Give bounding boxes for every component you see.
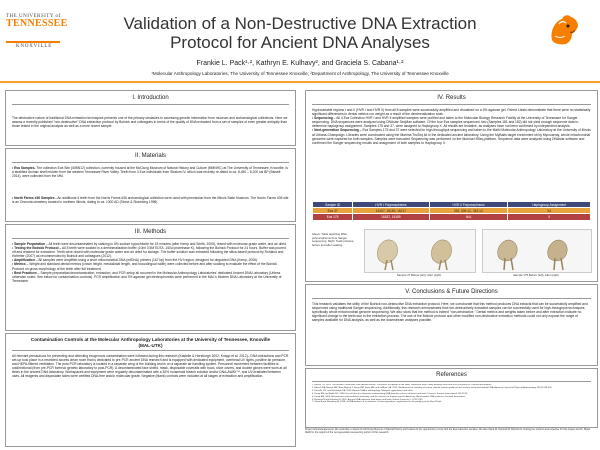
methods-metrics: • Metrics – Weight and standard dental metrics (crown height, mesiodistal length, and buccolingual width) were collected before and after soaking to evaluate the effect of the Bolnick Protocol on gross morphology of the teeth after full treatment. xyxy=(12,262,277,271)
materials-norris-text xyxy=(12,196,289,218)
methods-title: III. Methods xyxy=(134,229,167,235)
methods-sample-prep: • Sample Preparation – All teeth were decontaminated by soaking in 6% sodium hypochlorite for 15 minutes (after Kemp and Smith, 2005), rinsed with molecular grade water, and air dried. xyxy=(12,242,287,246)
results-text xyxy=(312,108,591,200)
conclusions-text: This research validates the utility of the Bolnick non-destructive DNA extraction protocol. Here, we corroborate that this method produces DNA extracts that can be successfully amplified and sequenced using traditional Sanger sequencing. Additionally, this research demonstrates that non-destructively extracted samples can be successfully used for high-throughput techniques, specifically whole mitochondrial genome sequencing. We also show that the method is indeed "non-destructive." Dental metrics and weights taken before and after extraction indicate no significant change in the teeth due to the extraction process. The use of the Bolnick protocol and other modified non-destructive extraction methods could not only expand the range of samples available for DNA analysis, as well as the downstream analyses possible. xyxy=(312,302,588,323)
reference-item: 5. Kemp BM. 2006. Mesoamerica and southwest prehistory, and the entrance of humans into the Americas: Mitochondrial DNA evidence. Doctoral dissertation. xyxy=(312,395,466,398)
introduction-title: I. Introduction xyxy=(132,95,169,101)
reference-item: 2. Bolnick DA, Bonine HM, Mata-Miguez J, Kemp BM, Snow MH, and LeBlanc SA. 2012. Nondestructive sampling of human skeletal remains yields ancient nuclear and mitochondrial DNA. American Journal of Physical Anthropology 147(2):293-300. xyxy=(312,386,553,389)
materials-norris-label: • North Farms #36 Samples - xyxy=(12,196,57,200)
results-intro-paragraph: Hypervariable regions I and II (HVR I and HVR II) from all 8 samples were successfully amplified and visualized on a 3% agarose gel. Paired t-tests demonstrate that there were no statistically significant differences in dental metrics nor weight as a result of the demineralization soak. xyxy=(312,108,591,117)
table-header: HVR II Polymorphisms xyxy=(429,202,508,208)
conclusions-section xyxy=(305,284,598,366)
conclusions-rule xyxy=(312,298,591,299)
acknowledgements-text: Project Acknowledgements: We would like to thank the McClung Museum of Natural History and Culture for the opportunity to work with the Eva Collection samples. We also thank Dr. Deborah B. Bolnick for sharing her protocol and expertise for this project and Dr. Ripan Malhi for his support of the next-generation sequencing portion of this research. xyxy=(305,428,591,434)
methods-best-practices: • Best Practices – Sample preparation/decontamination, extraction, and PCR setup all occurred in the Molecular Anthropology Laboratories' dedicated Ancient DNA Laboratory (Unless otherwise noted. See below for contamination controls). PCR amplification and 3% agarose gel electrophoresis were performed in the MAL's Modern DNA Laboratory at the University of Tennessee. xyxy=(12,270,282,283)
reference-item: 4. Kemp BM and Smith DG. 2005. Use of bleach to eliminate contaminating DNA from the surfaces of bones and teeth. Forensic Science International 154:53-61. xyxy=(312,392,469,395)
poster-authors: Frankie L. Pack¹·², Kathryn E. Kulhavy², and Graciela S. Cabana¹·² xyxy=(196,60,404,67)
table-header: HVR I Polymorphisms xyxy=(353,202,430,208)
contamination-section xyxy=(5,333,296,447)
reference-item: 7. Stone A and Stoneking M. 1998. mtDNA analysis of a prehistoric Oneota population: implications for the peopling of the New World. xyxy=(312,401,442,404)
materials-section xyxy=(5,148,296,222)
table-cell: Eva 37 xyxy=(313,208,353,214)
logo-big-text: TENNESSEE xyxy=(6,18,68,29)
reference-item: 6. Rohland N and Hofreiter M. 2007. Ancient DNA extraction from bones and teeth. Nature Protocols 2: 1756-1762. xyxy=(312,398,424,401)
sample-37-caption: Sample 37 Before (left), After (right) xyxy=(396,273,442,277)
results-figure-note: Above: Table depicting DNA polymorphisms from Sanger sequencing. Right: Teeth pictures, before and after soaking. xyxy=(312,232,355,247)
materials-eva-label: • Eva Samples- xyxy=(12,166,36,170)
contamination-text: All relevant precautions for preventing and detecting exogenous contamination were followed during this research (Kastelle & Horsburgh 2002; Knapp et al. 2012)– DNA extractions and PCR set-up took place in a restricted access clean room that is dedicated to pre-PCR ancient DNA research and is equipped with dedicated equipment, overhead UV lights, positive air pressure, and HEPA-filtered ventilation. The post-PCR laboratory is located in a separate wing of the building and is on a separate air handling system. Personnel movement between facilities is unidirectional (from pre-PCR forensic genetic laboratory to post-PCR). A decontaminated face shield, mask, disposable coveralls with hood, shoe covers, and double gloves were worn at all times in the ancient DNA laboratory. Workspaces and equipment were regularly decontaminated with a 30% household bleach solution and/or DNA-AWAY™, and UV-irradiated between uses. All reagents and disposable sides were certified DNA-free and/or molecular grade. Negative (blank) controls were included at all stages of extraction and amplification. xyxy=(12,354,289,379)
logo-small-text: THE UNIVERSITY of xyxy=(6,14,61,19)
sample-175-photo xyxy=(482,229,592,273)
materials-title: II. Materials xyxy=(134,153,166,159)
sample-175-caption: Sample 175 Before (left), After (right) xyxy=(513,273,559,277)
introduction-rule xyxy=(12,104,289,105)
methods-text xyxy=(12,242,289,328)
table-cell: 16187, 16189, 16217 xyxy=(353,208,430,214)
poster-title: Validation of a Non-Destructive DNA Extraction Protocol for Ancient DNA Analyses xyxy=(123,14,477,52)
haplogroup-table xyxy=(312,201,591,221)
methods-rule xyxy=(12,238,289,239)
table-header: Haplogroup Assignment xyxy=(508,202,591,208)
table-header: Sample ID xyxy=(313,202,353,208)
university-logo xyxy=(6,14,78,54)
results-section xyxy=(305,90,598,282)
materials-eva-text xyxy=(12,166,289,196)
header-divider xyxy=(0,81,600,83)
table-cell: X4 xyxy=(508,208,591,214)
introduction-text: The destructive nature of traditional DNA extraction techniques presents one of the primary obstacles to accessing genetic information from museum and archaeological collections. Here we assess a recently published "non-destructive" DNA extraction protocol by Bolnick and colleagues in terms of the quality of DNA extracted from a set of samples of even greater antiquity than those tested in the original analysis as well as a more recent sample. xyxy=(12,116,288,129)
mascot-logo-icon xyxy=(546,10,584,48)
materials-rule xyxy=(12,162,289,163)
methods-amplification: • Amplification – All samples were amplified using a short mitochondrial DNA (mtDNA) primers (167 bp) from the HVI region, designed for degraded DNA (Kemp, 2006). xyxy=(12,258,259,263)
results-ngs: • Next-generation Sequencing – Eva Samples 175 and 37 were selected for high-throughput sequencing and taken to the Malhi Molecular Anthropology Laboratory at the University of Illinois at Urbana-Champaign. Libraries were constructed using the Illumina TruSeq kit in the dedicated ancient laboratory. Using the MyBaits target enrichment kit by Mycroarray, whole mitochondrial genomes were captured for both samples. Samples were barcoded Sequencing was performed on the Illumina HiSeq platform. Sequence data were analyzed using DNAstar software and confirmed the Sanger sequencing results and assignment of both samples to Haplogroup X. xyxy=(312,128,591,145)
methods-section xyxy=(5,224,296,331)
table-cell: 16187, 16189 xyxy=(353,214,430,220)
materials-eva-body: The collection Eva Site (40BN12) collection, currently housed at the McClung Museum of Natural History and Culture (MMNHC) at The University of Tennessee, Knoxville, is a stratified Archaic shell midden from the western Tennessee River Valley. Teeth from 4 Eva individuals from Stratum IV, which was recently re-dated to ca. 8,450 – 8,200 cal BP (Bissett 2014), were collected from the MM. xyxy=(12,166,288,179)
poster-header xyxy=(0,0,600,85)
contamination-title: Contamination Controls at the Molecular Anthropology Laboratories at the University of Tennessee, Knoxville (MAL-UTK) xyxy=(30,337,271,348)
poster-affiliation: ¹Molecular Anthropology Laboratories, The University of Tennessee Knoxville; ²Department of Anthropology, The University of Tennessee Knoxville xyxy=(151,71,449,76)
table-cell: 263, 309.1C, 315.1C xyxy=(429,208,508,214)
table-cell: Eva 175 xyxy=(313,214,353,220)
conclusions-title: V. Conclusions & Future Directions xyxy=(405,289,498,295)
references-rule xyxy=(312,381,591,382)
materials-norris-body: An additional 4 teeth from the Norris Farms #36 archaeological collection were used with permission from the Illinois State Museum. The Norris Farms #36 site is an Oneonta cemetery located in northern Illinois, dating to ca. 1300 AD (Stone & Stoneking 1998). xyxy=(12,196,289,205)
references-section xyxy=(305,368,598,428)
reference-item: 3. Kastelle CR, and Horsburgh KA. 2002. Ancient DNA in anthropology: Methods, applications and ethics. xyxy=(312,389,414,392)
table-row xyxy=(313,214,591,220)
table-cell: X xyxy=(508,214,591,220)
contamination-rule xyxy=(12,350,289,351)
introduction-section xyxy=(5,90,296,146)
logo-bar xyxy=(6,41,60,43)
results-rule xyxy=(312,104,591,105)
sample-37-photo xyxy=(364,229,476,273)
table-cell: N/A xyxy=(429,214,508,220)
references-list xyxy=(312,384,591,426)
results-sequencing: • Sequencing – All 4 Eva Collection HVR I and HVR II amplified samples were purified and taken to the Molecular Biology Research Facility at the University of Tennessee for Sanger sequencing. DNA sequences were analyzed using DNAstar SeqMan software. Of the four Eva samples sequenced, two (Samples 181 and 182) did not yield enough sequence data to determine haplogroup assignment. Samples 175 and 37, were assigned to Haplogroup X. All results are tentative, as analyses have not been confirmed by independent analysis. xyxy=(312,116,579,129)
methods-testing-protocol: • Testing the Bolnick Protocol – All 8 teeth were soaked in a demineralization buffer (10ml 0.5M EDTA, 150ul proteinase K), following the Bolnick Protocol for 24 hours. Buffer was poured off and retained for extraction. Teeth were rinsed with molecular grade water and air dried for storage. The buffer solution was extracted following the silica-based protocol by Rohland and Hofreiter (2007) as recommended by Bolnick and colleagues (2012). xyxy=(12,246,286,259)
logo-city-text: KNOXVILLE xyxy=(16,44,53,49)
references-title: References xyxy=(436,372,467,378)
results-title: IV. Results xyxy=(437,95,466,101)
reference-item: 1. Bissett TG. 2014. The Western Tennessee shell mound archaic: Prehistoric occupation in the lower Tennessee River Valley between 9000 and 4000 cal years BP. Doctoral dissertation. xyxy=(312,384,492,386)
